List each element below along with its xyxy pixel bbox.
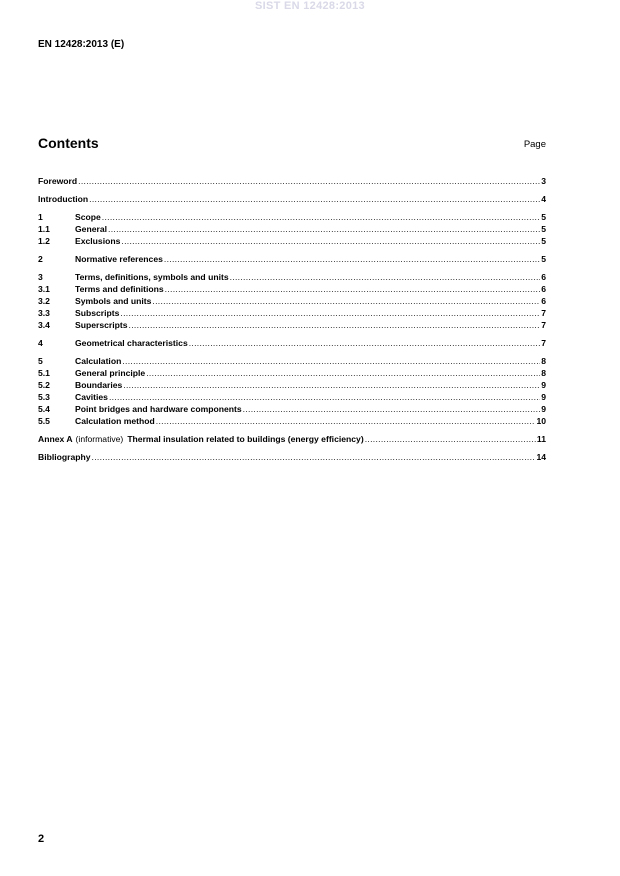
- toc-entry-number: 3.3: [38, 308, 50, 318]
- dot-leader: [243, 403, 541, 415]
- toc-entry-page: 9: [541, 392, 546, 402]
- dot-leader: [230, 271, 541, 283]
- toc-entry-number: 3.4: [38, 320, 50, 330]
- toc-entry-title: General principle: [75, 368, 146, 378]
- dot-leader: [120, 307, 540, 319]
- toc-entry-number: 5: [38, 356, 43, 366]
- toc-entry-page: 7: [541, 308, 546, 318]
- toc-entry-number: 3.2: [38, 296, 50, 306]
- toc-entry-page: 7: [541, 320, 546, 330]
- toc-entry-page: 5: [541, 212, 546, 222]
- toc-entry-page: 9: [541, 380, 546, 390]
- toc-entry-page: 5: [541, 254, 546, 264]
- toc-entry-title: General: [75, 224, 108, 234]
- toc-group: [38, 355, 546, 427]
- toc-entry-title: Bibliography: [38, 452, 91, 462]
- toc-entry-title: Scope: [75, 212, 101, 222]
- toc-entry[interactable]: [38, 403, 546, 415]
- annex-label: Annex A: [38, 434, 73, 444]
- toc-entry[interactable]: [38, 175, 546, 187]
- toc-entry[interactable]: [38, 211, 546, 223]
- toc-entry-number: 2: [38, 254, 43, 264]
- toc-group: [38, 193, 546, 205]
- toc-entry[interactable]: [38, 415, 546, 427]
- toc-entry-page: 7: [541, 338, 546, 348]
- toc-group: [38, 271, 546, 331]
- dot-leader: [152, 295, 540, 307]
- toc-entry-title: Boundaries: [75, 380, 123, 390]
- toc-entry-title: Geometrical characteristics: [75, 338, 188, 348]
- dot-leader: [108, 223, 540, 235]
- dot-leader: [122, 355, 540, 367]
- toc-entry-annex-a[interactable]: [38, 433, 546, 445]
- toc-entry[interactable]: [38, 355, 546, 367]
- toc-entry-number: 5.1: [38, 368, 50, 378]
- toc-entry-page: 6: [541, 296, 546, 306]
- toc-entry-number: 5.2: [38, 380, 50, 390]
- dot-leader: [156, 415, 536, 427]
- toc-entry-title: [38, 433, 364, 445]
- toc-group: [38, 337, 546, 349]
- table-of-contents: [38, 175, 546, 469]
- toc-entry-number: 5.3: [38, 392, 50, 402]
- dot-leader: [129, 319, 541, 331]
- toc-entry-number: 3: [38, 272, 43, 282]
- toc-entry-title: Exclusions: [75, 236, 121, 246]
- toc-entry-page: 9: [541, 404, 546, 414]
- dot-leader: [164, 253, 540, 265]
- toc-entry-number: 5.4: [38, 404, 50, 414]
- toc-entry[interactable]: [38, 319, 546, 331]
- toc-entry-page: 5: [541, 224, 546, 234]
- toc-entry-number: 1.1: [38, 224, 50, 234]
- dot-leader: [165, 283, 541, 295]
- dot-leader: [102, 211, 540, 223]
- toc-entry[interactable]: [38, 379, 546, 391]
- dot-leader: [123, 379, 540, 391]
- toc-entry-number: 1: [38, 212, 43, 222]
- toc-entry-bibliography[interactable]: [38, 451, 546, 463]
- toc-group: [38, 253, 546, 265]
- toc-entry-page: 11: [536, 434, 546, 444]
- toc-entry[interactable]: [38, 283, 546, 295]
- toc-entry-title: Calculation method: [75, 416, 155, 426]
- toc-entry-page: 6: [541, 284, 546, 294]
- toc-entry[interactable]: [38, 307, 546, 319]
- toc-entry-title: Superscripts: [75, 320, 128, 330]
- toc-entry[interactable]: [38, 193, 546, 205]
- toc-entry[interactable]: [38, 223, 546, 235]
- toc-entry-page: 14: [536, 452, 546, 462]
- toc-entry-title: Cavities: [75, 392, 108, 402]
- toc-entry[interactable]: [38, 253, 546, 265]
- contents-title: Contents: [38, 135, 99, 151]
- document-id-header: EN 12428:2013 (E): [38, 39, 125, 50]
- toc-entry-number: 3.1: [38, 284, 50, 294]
- toc-entry[interactable]: [38, 271, 546, 283]
- toc-entry-number: 1.2: [38, 236, 50, 246]
- toc-entry-page: 10: [536, 416, 546, 426]
- toc-entry-title: Calculation: [75, 356, 122, 366]
- toc-entry-number: 4: [38, 338, 43, 348]
- toc-entry-title: Terms and definitions: [75, 284, 164, 294]
- toc-group-annex: [38, 433, 546, 445]
- dot-leader: [189, 337, 540, 349]
- toc-group: [38, 211, 546, 247]
- toc-group: [38, 175, 546, 187]
- toc-entry-title: Symbols and units: [75, 296, 152, 306]
- toc-entry[interactable]: [38, 235, 546, 247]
- annex-qualifier: (informative): [75, 434, 124, 444]
- toc-entry-page: 8: [541, 368, 546, 378]
- toc-entry-title: Foreword: [38, 176, 78, 186]
- toc-entry-title: Point bridges and hardware components: [75, 404, 242, 414]
- toc-entry-title: Normative references: [75, 254, 163, 264]
- toc-entry-page: 5: [541, 236, 546, 246]
- dot-leader: [121, 235, 540, 247]
- toc-entry-page: 3: [541, 176, 546, 186]
- toc-entry-page: 8: [541, 356, 546, 366]
- dot-leader: [89, 193, 540, 205]
- toc-entry-page: 6: [541, 272, 546, 282]
- toc-entry-title: Subscripts: [75, 308, 120, 318]
- page-column-label: Page: [523, 139, 546, 150]
- page-number: 2: [38, 833, 45, 845]
- toc-entry-title: Terms, definitions, symbols and units: [75, 272, 229, 282]
- watermark: SIST EN 12428:2013: [255, 0, 365, 12]
- toc-entry[interactable]: [38, 367, 546, 379]
- toc-group-bibliography: [38, 451, 546, 463]
- toc-entry[interactable]: [38, 295, 546, 307]
- dot-leader: [92, 451, 536, 463]
- dot-leader: [78, 175, 540, 187]
- toc-entry[interactable]: [38, 337, 546, 349]
- dot-leader: [146, 367, 540, 379]
- toc-entry[interactable]: [38, 391, 546, 403]
- toc-groups: [38, 175, 546, 427]
- annex-title: Thermal insulation related to buildings (energy efficiency): [127, 434, 364, 444]
- toc-entry-title: Introduction: [38, 194, 89, 204]
- dot-leader: [365, 433, 536, 445]
- toc-entry-page: 4: [541, 194, 546, 204]
- dot-leader: [109, 391, 540, 403]
- toc-entry-number: 5.5: [38, 416, 50, 426]
